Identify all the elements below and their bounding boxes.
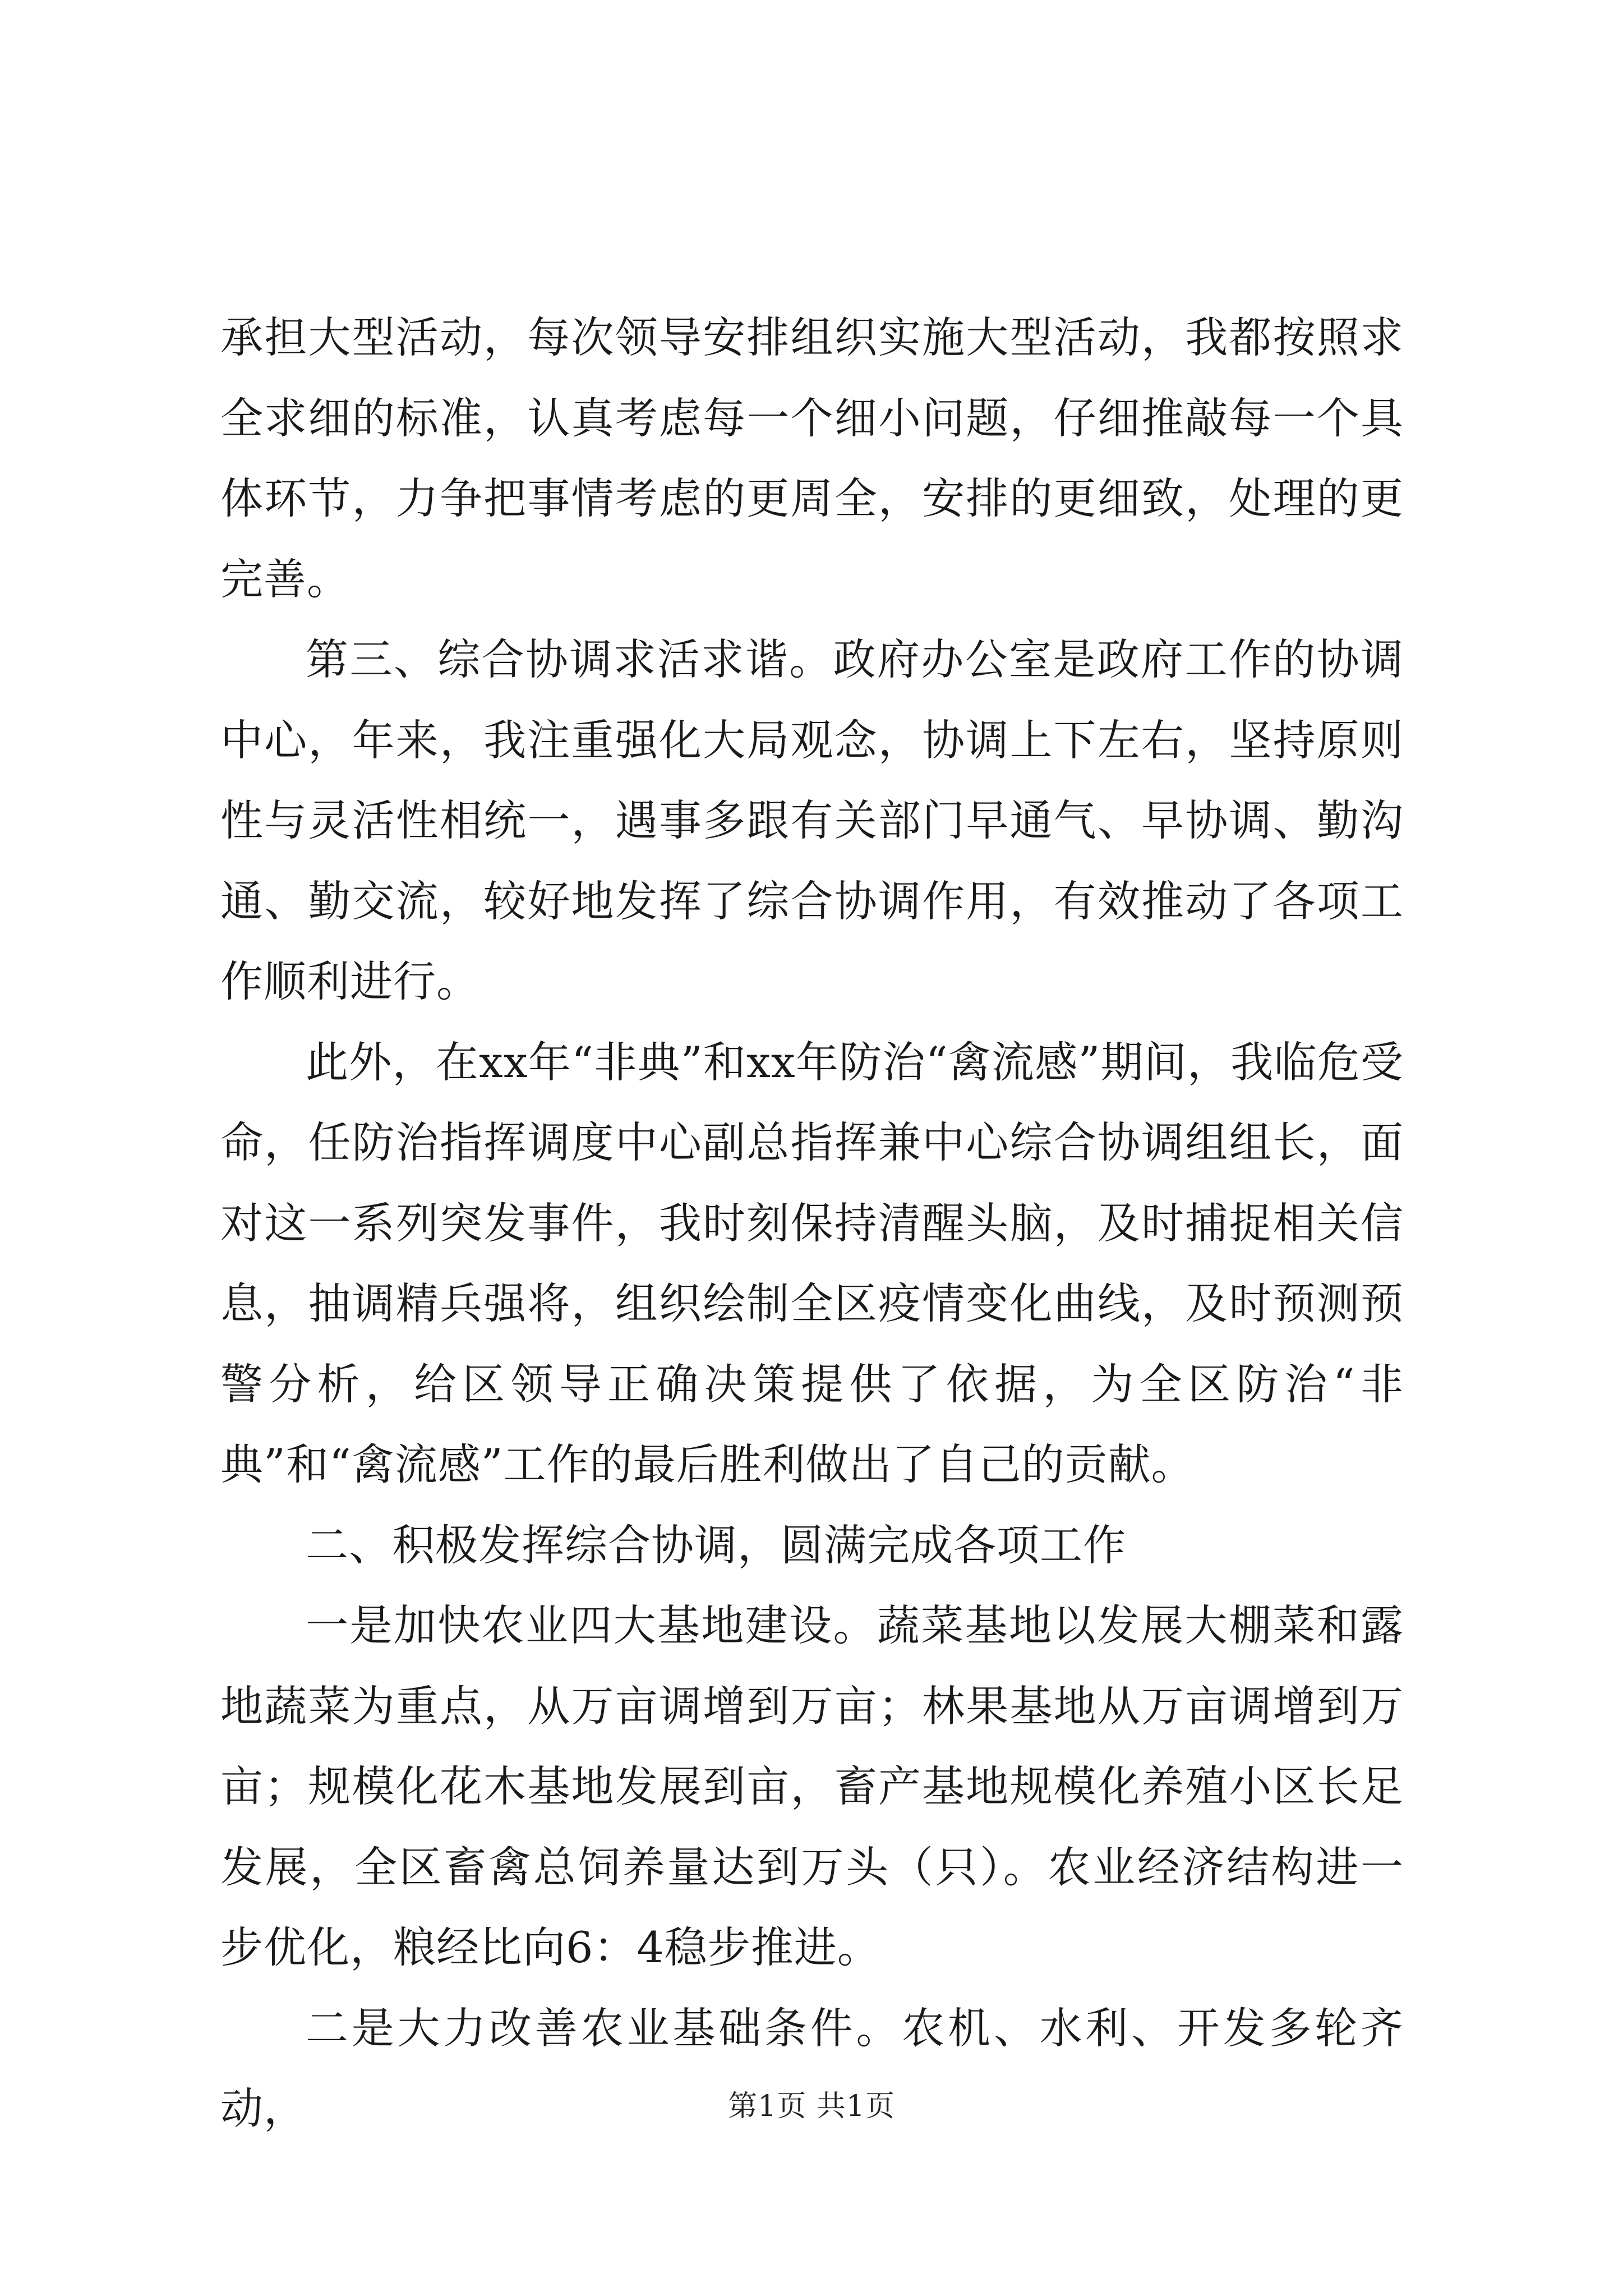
paragraph-3: 此外，在xx年“非典”和xx年防治“禽流感”期间，我临危受命，任防治指挥调度中心副总指挥兼中心综合协调组组长，面对这一系列突发事件，我时刻保持清醒头脑，及时捕捉相关信息，抽调精兵强将，组织绘制全区疫情变化曲线，及时预测预警分析，给区领导正确决策提供了依据，为全区防治“非典”和“禽流感”工作的最后胜利做出了自己的贡献。 [220, 1037, 1404, 1489]
paragraph-1: 承担大型活动，每次领导安排组织实施大型活动，我都按照求全求细的标准，认真考虑每一个细小问题，仔细推敲每一个具体环节，力争把事情考虑的更周全，安排的更细致，处理的更完善。 [220, 312, 1404, 604]
paragraph-2: 第三、综合协调求活求谐。政府办公室是政府工作的协调中心，年来，我注重强化大局观念，协调上下左右，坚持原则性与灵活性相统一，遇事多跟有关部门早通气、早协调、勤沟通、勤交流，较好地发挥了综合协调作用，有效推动了各项工作顺利进行。 [220, 634, 1404, 1006]
paragraph-5: 二是大力改善农业基础条件。农机、水利、开发多轮齐动， [220, 2003, 1404, 2133]
paragraph-4: 一是加快农业四大基地建设。蔬菜基地以发展大棚菜和露地蔬菜为重点，从万亩调增到万亩；林果基地从万亩调增到万亩；规模化花木基地发展到亩，畜产基地规模化养殖小区长足发展，全区畜禽总饲养量达到万头（只）。农业经济结构进一步优化，粮经比向6：4稳步推进。 [220, 1600, 1404, 1972]
page-footer: 第1页 共1页 [728, 2090, 895, 2123]
document-body [220, 297, 1404, 2149]
section-heading: 二、积极发挥综合协调，圆满完成各项工作 [306, 1520, 1126, 1570]
